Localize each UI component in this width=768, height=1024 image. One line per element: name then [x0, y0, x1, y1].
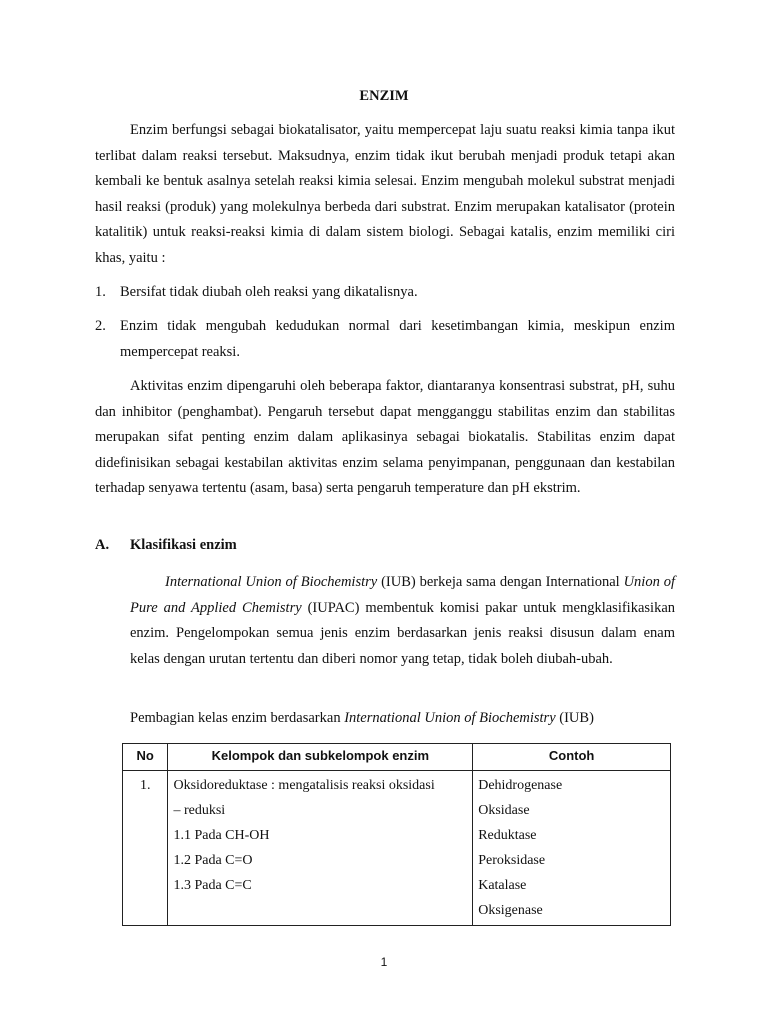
intro-paragraph: Enzim berfungsi sebagai biokatalisator, yaitu mempercepat laju suatu reaksi kimia tanpa ikut terlibat dalam reaksi tersebut. Maksudnya, enzim tidak ikut berubah menjadi produk tetapi akan kembali ke bentuk asalnya setelah reaksi kimia selesai. Enzim mengubah molekul substrat menjadi hasil reaksi (produk) yang molekulnya berbeda dari substrat. Enzim merupakan katalisator (protein katalitik) untuk reaksi-reaksi kimia di dalam sistem biologi. Sebagai katalis, enzim memiliki ciri khas, yaitu :	[95, 122, 675, 266]
table-row	[123, 771, 671, 926]
header-group: Kelompok dan subkelompok enzim	[168, 744, 473, 771]
enzyme-class-table	[122, 743, 671, 926]
table-header-row	[123, 744, 671, 771]
page-number: 1	[380, 955, 388, 969]
cell-group: Oksidoreduktase : mengatalisis reaksi oksidasi – reduksi 1.1 Pada CH-OH 1.2 Pada C=O 1.3 Pada C=C	[168, 771, 473, 926]
header-no: No	[123, 744, 168, 771]
section-title: Klasifikasi enzim	[130, 537, 237, 553]
cell-no: 1.	[123, 771, 168, 926]
list-item-number: 1.	[95, 284, 106, 300]
list-item	[95, 314, 675, 365]
header-example: Contoh	[473, 744, 671, 771]
list-item-number: 2.	[95, 318, 106, 334]
list-item	[95, 280, 675, 306]
activity-paragraph: Aktivitas enzim dipengaruhi oleh beberapa faktor, diantaranya konsentrasi substrat, pH, suhu dan inhibitor (penghambat). Pengaruh tersebut dapat mengganggu stabilitas enzim dan stabilitas merupakan sifat penting enzim dalam aplikasinya sebagai biokatalis. Stabilitas enzim dapat didefinisikan sebagai kestabilan aktivitas enzim selama penyimpanan, penggunaan dan kestabilan terhadap senyawa tertentu (asam, basa) serta pengaruh temperature dan pH ekstrim.	[95, 378, 675, 496]
classification-paragraph: International Union of Biochemistry (IUB) berkeja sama dengan International Union of Pure and Applied Chemistry (IUPAC) membentuk komisi pakar untuk mengklasifikasikan enzim. Pengelompokan semua jenis enzim berdasarkan jenis reaksi disusun dalam enam kelas dengan urutan tertentu dan diberi nomor yang tetap, tidak boleh diubah-ubah.	[130, 574, 676, 667]
iub-name: International Union of Biochemistry	[165, 574, 378, 590]
list-item-text: Bersifat tidak diubah oleh reaksi yang dikatalisnya.	[120, 284, 418, 300]
section-heading	[95, 537, 237, 554]
list-item-text: Enzim tidak mengubah kedudukan normal dari kesetimbangan kimia, meskipun enzim mempercepat reaksi.	[120, 318, 675, 360]
cell-examples: Dehidrogenase Oksidase Reduktase Peroksidase Katalase Oksigenase	[473, 771, 671, 926]
iupac-name: Union of Pure and Applied Chemistry	[130, 574, 675, 616]
table-caption: Pembagian kelas enzim berdasarkan International Union of Biochemistry (IUB)	[130, 710, 594, 726]
section-letter: A.	[95, 537, 110, 553]
document-title: ENZIM	[359, 88, 409, 104]
